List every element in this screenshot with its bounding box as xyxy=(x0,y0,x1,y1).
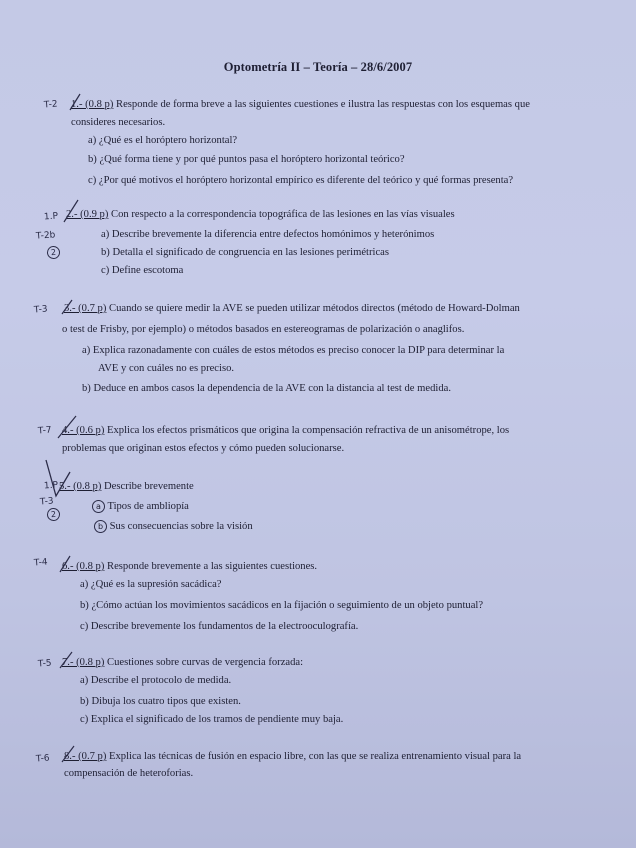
handwritten-note-q3: T-3 xyxy=(33,304,48,316)
q3-item-a-cont: AVE y con cuáles no es preciso. xyxy=(98,363,235,374)
q3-heading xyxy=(64,303,520,316)
q2-text: Con respecto a la correspondencia topográfica de las lesiones en las vías visuales xyxy=(111,209,455,220)
q8-text: Explica las técnicas de fusión en espacio libre, con las que se realiza entrenamiento visual para la xyxy=(109,751,522,762)
handwritten-note-q2-count: 2 xyxy=(47,246,61,260)
handwritten-note-q8: T-6 xyxy=(35,753,50,765)
q2-item-b: b) Detalla el significado de congruencia en las lesiones perimétricas xyxy=(101,247,389,258)
handwritten-note-q1: T-2 xyxy=(43,99,58,111)
page-title: Optometría II – Teoría – 28/6/2007 xyxy=(223,60,413,74)
q6-item-c: c) Describe brevemente los fundamentos de la electrooculografía. xyxy=(80,621,359,632)
q2-heading xyxy=(66,209,455,222)
q3-item-a: a) Explica razonadamente con cuáles de estos métodos es preciso conocer la DIP para determinar la xyxy=(82,345,505,356)
q6-text: Responde brevemente a las siguientes cuestiones. xyxy=(107,561,318,572)
q1-item-a: a) ¿Qué es el horóptero horizontal? xyxy=(88,135,238,146)
q4-text: Explica los efectos prismáticos que origina la compensación refractiva de un anisométrope, los xyxy=(107,425,510,436)
q7-item-c: c) Explica el significado de los tramos de pendiente muy baja. xyxy=(80,714,344,725)
q5-item-a-letter: a xyxy=(92,500,105,513)
q1-heading xyxy=(71,99,530,112)
q6-number: 6.- (0.8 p) xyxy=(62,561,105,572)
handwritten-note-q6: T-4 xyxy=(33,557,48,569)
q3-number: 3.- (0.7 p) xyxy=(64,303,107,314)
q1-text-cont: consideres necesarios. xyxy=(71,117,166,128)
q4-text-cont: problemas que originan estos efectos y cómo pueden solucionarse. xyxy=(62,443,345,454)
q5-text: Describe brevemente xyxy=(104,481,194,492)
q2-item-a: a) Describe brevemente la diferencia entre defectos homónimos y heterónimos xyxy=(101,229,435,240)
q5-item-b xyxy=(94,520,253,534)
handwritten-note-q2-code: T-2b xyxy=(35,230,56,242)
handwritten-note-q5-count: 2 xyxy=(47,508,61,522)
q6-item-b: b) ¿Cómo actúan los movimientos sacádicos en la fijación o seguimiento de un objeto puntual? xyxy=(80,600,484,611)
handwritten-note-q5: 1.P xyxy=(43,480,59,492)
q5-item-a-text: Tipos de ambliopía xyxy=(107,501,189,512)
q8-text-cont: compensación de heteroforias. xyxy=(64,768,194,779)
q1-text: Responde de forma breve a las siguientes cuestiones e ilustra las respuestas con los esquemas que xyxy=(116,99,530,110)
q1-item-b: b) ¿Qué forma tiene y por qué puntos pasa el horóptero horizontal teórico? xyxy=(88,154,405,165)
q4-heading xyxy=(62,425,509,438)
q6-item-a: a) ¿Qué es la supresión sacádica? xyxy=(80,579,222,590)
handwritten-note-q2: 1.P xyxy=(43,211,59,223)
q5-item-a xyxy=(92,500,189,514)
q8-heading xyxy=(64,751,521,764)
q4-number: 4.- (0.6 p) xyxy=(62,425,105,436)
handwritten-note-q4: T-7 xyxy=(37,425,52,437)
q3-text: Cuando se quiere medir la AVE se pueden utilizar métodos directos (método de Howard-Dolman xyxy=(109,303,520,314)
q2-number: 2.- (0.9 p) xyxy=(66,209,109,220)
handwritten-note-q7: T-5 xyxy=(37,658,52,670)
q5-item-b-letter: b xyxy=(94,520,107,533)
q1-number: 1.- (0.8 p) xyxy=(71,99,114,110)
q3-text-cont: o test de Frisby, por ejemplo) o métodos basados en estereogramas de polarización o anaglifos. xyxy=(62,324,465,335)
q8-number: 8.- (0.7 p) xyxy=(64,751,107,762)
q2-item-c: c) Define escotoma xyxy=(101,265,184,276)
q1-item-c: c) ¿Por qué motivos el horóptero horizontal empírico es diferente del teórico y qué formas presenta? xyxy=(88,175,514,186)
q3-item-b: b) Deduce en ambos casos la dependencia de la AVE con la distancia al test de medida. xyxy=(82,383,451,394)
q5-heading xyxy=(59,481,194,494)
q5-item-b-text: Sus consecuencias sobre la visión xyxy=(109,521,253,532)
q7-item-b: b) Dibuja los cuatro tipos que existen. xyxy=(80,696,241,707)
q7-item-a: a) Describe el protocolo de medida. xyxy=(80,675,232,686)
q7-number: 7.- (0.8 p) xyxy=(62,657,105,668)
handwritten-note-q5-code: T-3 xyxy=(39,496,54,508)
q6-heading xyxy=(62,561,317,574)
q5-number: 5.- (0.8 p) xyxy=(59,481,102,492)
q7-text: Cuestiones sobre curvas de vergencia forzada: xyxy=(107,657,304,668)
q7-heading xyxy=(62,657,303,670)
